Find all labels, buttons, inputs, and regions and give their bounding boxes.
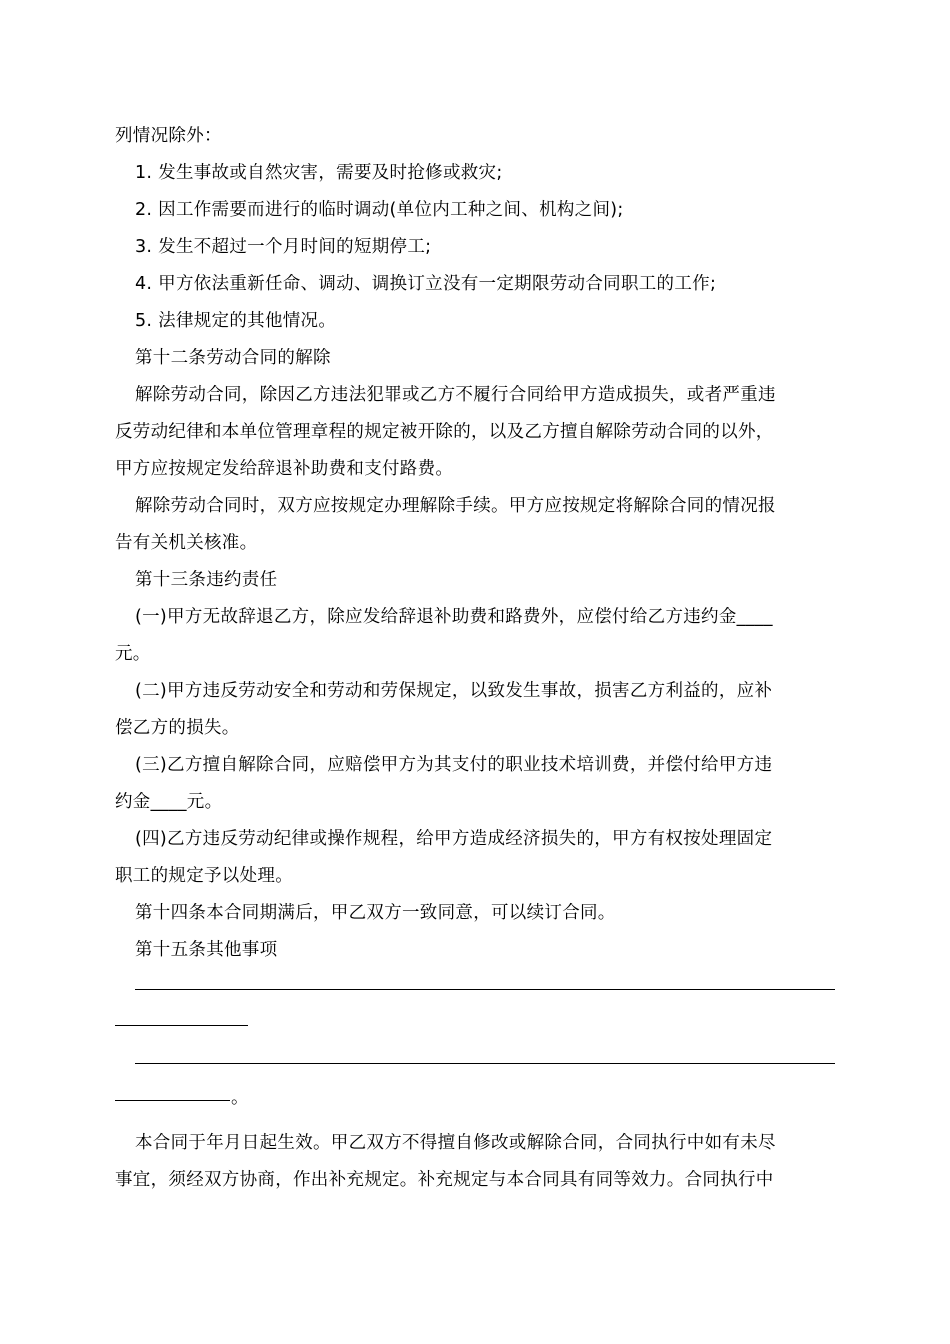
fill-in-blank-line: [115, 1043, 835, 1080]
text-line: 事宜，须经双方协商，作出补充规定。补充规定与本合同具有同等效力。合同执行中: [115, 1170, 774, 1190]
fill-in-blank-line: [115, 969, 835, 1006]
closing-paragraph: [115, 1125, 835, 1199]
article-13-item-2: [115, 673, 835, 747]
fill-in-blank-line: [115, 1080, 835, 1117]
article-12-paragraph-2: [115, 488, 835, 562]
article-14-text: 第十四条本合同期满后，甲乙双方一致同意，可以续订合同。: [135, 903, 616, 923]
text-line: 告有关机关核准。: [115, 533, 258, 553]
text-line: 解除劳动合同，除因乙方违法犯罪或乙方不履行合同给甲方造成损失，或者严重违: [135, 385, 776, 405]
article-12-paragraph-1: [115, 377, 835, 488]
article-15-heading: 第十五条其他事项: [135, 940, 278, 960]
text-line: 职工的规定予以处理。: [115, 866, 293, 886]
text-line: 反劳动纪律和本单位管理章程的规定被开除的，以及乙方擅自解除劳动合同的以外，: [115, 422, 774, 442]
list-item: 5. 法律规定的其他情况。: [135, 311, 337, 331]
underline-rule: [115, 1025, 248, 1026]
end-punctuation: 。: [231, 1088, 249, 1108]
text-line: (四)乙方违反劳动纪律或操作规程，给甲方造成经济损失的，甲方有权按处理固定: [135, 829, 773, 849]
fill-in-blank-line: [115, 1006, 835, 1043]
text-line: (三)乙方擅自解除合同，应赔偿甲方为其支付的职业技术培训费，并偿付给甲方违: [135, 755, 773, 775]
list-item: 1. 发生事故或自然灾害，需要及时抢修或救灾;: [135, 163, 503, 183]
exception-list: [115, 155, 835, 340]
text-line: (一)甲方无故辞退乙方，除应发给辞退补助费和路费外，应偿付给乙方违约金____: [135, 607, 773, 627]
text-line: 甲方应按规定发给辞退补助费和支付路费。: [115, 459, 454, 479]
list-item: 3. 发生不超过一个月时间的短期停工;: [135, 237, 432, 257]
list-item: 4. 甲方依法重新任命、调动、调换订立没有一定期限劳动合同职工的工作;: [135, 274, 717, 294]
text-line: 本合同于年月日起生效。甲乙双方不得擅自修改或解除合同，合同执行中如有未尽: [135, 1133, 776, 1153]
article-13-item-3: [115, 747, 835, 821]
article-12-heading: 第十二条劳动合同的解除: [135, 348, 331, 368]
article-13-heading: 第十三条违约责任: [135, 570, 278, 590]
article-13-item-4: [115, 821, 835, 895]
text-line: 元。: [115, 644, 151, 664]
text-line: (二)甲方违反劳动安全和劳动和劳保规定，以致发生事故，损害乙方利益的，应补: [135, 681, 773, 701]
underline-rule: [135, 1063, 835, 1064]
article-13-item-1: [115, 599, 835, 673]
underline-rule: [115, 1100, 230, 1101]
underline-rule: [135, 989, 835, 990]
text-line: 约金____元。: [115, 792, 223, 812]
text-line: 解除劳动合同时，双方应按规定办理解除手续。甲方应按规定将解除合同的情况报: [135, 496, 776, 516]
spacer: [115, 1117, 835, 1125]
document-body: [115, 118, 835, 1199]
text-line: 偿乙方的损失。: [115, 718, 240, 738]
paragraph-continuation: 列情况除外：: [115, 126, 222, 146]
list-item: 2. 因工作需要而进行的临时调动(单位内工种之间、机构之间);: [135, 200, 624, 220]
